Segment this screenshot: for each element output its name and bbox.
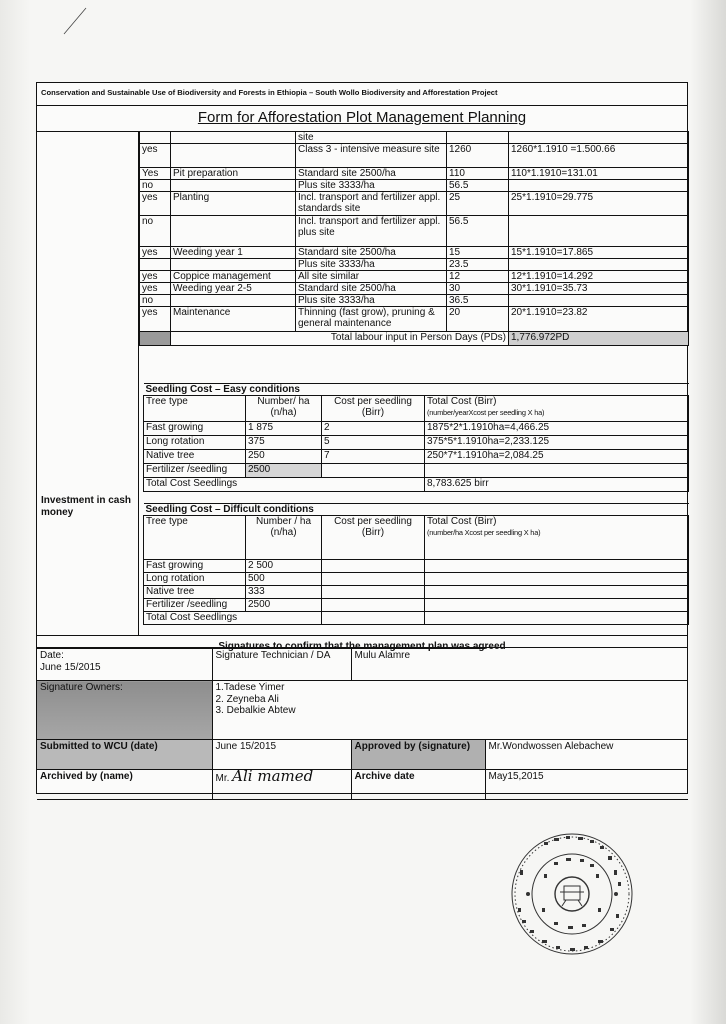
form-title-row <box>37 105 687 132</box>
investment-label: Investment in cash money <box>41 495 132 518</box>
labour-total-value: 1,776.972PD <box>509 332 689 346</box>
date-label: Date: <box>40 650 64 661</box>
owner-1: 1.Tadese Yimer <box>215 682 285 693</box>
table-row: yes Weeding year 2-5 Standard site 2500/ha 30 30*1.1910=35.73 <box>140 283 689 295</box>
archive-date-value: May15,2015 <box>485 770 688 800</box>
table-row: Long rotation 500 <box>144 573 689 586</box>
official-stamp <box>508 830 636 958</box>
table-row: Yes Pit preparation Standard site 2500/ha 110 110*1.1910=131.01 <box>140 168 689 180</box>
date-value: June 15/2015 <box>40 661 101 673</box>
table-row: Plus site 3333/ha 23.5 <box>140 259 689 271</box>
pen-stroke-mark <box>60 6 88 36</box>
difficult-heading: Seedling Cost – Difficult conditions <box>144 504 689 516</box>
project-name: Conservation and Sustainable Use of Biodiversity and Forests in Ethiopia – South Wollo Biodiversity and Afforestation Project <box>41 88 498 97</box>
afforestation-form <box>36 82 688 794</box>
submitted-label: Submitted to WCU (date) <box>37 740 212 770</box>
easy-total-row: Total Cost Seedlings 8,783.625 birr <box>144 478 689 492</box>
owners-label: Signature Owners: <box>37 681 212 740</box>
submitted-row <box>37 740 688 770</box>
table-row: no Plus site 3333/ha 56.5 <box>140 180 689 192</box>
owner-2: 2. Zeyneba Ali <box>215 693 279 705</box>
form-title: Form for Afforestation Plot Management Planning <box>197 109 527 126</box>
table-row: no Incl. transport and fertilizer appl. plus site 56.5 <box>140 216 689 247</box>
table-row: yes Planting Incl. transport and fertilizer appl. standards site 25 25*1.1910=29.775 <box>140 192 689 216</box>
signatures-heading: Signatures to confirm that the management plan was agreed <box>218 641 506 652</box>
labour-left-cell <box>37 131 139 383</box>
table-row: Fast growing 2 500 <box>144 560 689 573</box>
table-row: Fast growing 1 875 2 1875*2*1.1910ha=4,466.25 <box>144 422 689 436</box>
easy-total-value: 8,783.625 birr <box>425 478 689 492</box>
archived-row <box>37 770 688 800</box>
owner-3: 3. Debalkie Abtew <box>215 705 296 716</box>
signatures-heading-bar <box>37 635 687 652</box>
archived-signature: Ali mamed <box>232 767 314 785</box>
table-row: Native tree 250 7 250*7*1.1910ha=2,084.25 <box>144 450 689 464</box>
table-row: Native tree 333 <box>144 586 689 599</box>
signatures-table <box>37 648 688 800</box>
approved-value: Mr.Wondwossen Alebachew <box>485 740 688 770</box>
owners-row <box>37 681 688 740</box>
easy-header-row: Tree type Number/ ha (n/ha) Cost per seedling (Birr) Total Cost (Birr) (number/yearXcost per seedling X ha) <box>144 396 689 422</box>
investment-left-cell <box>37 383 139 635</box>
table-row: Fertilizer /seedling 2500 <box>144 464 689 478</box>
approved-label: Approved by (signature) <box>351 740 485 770</box>
archive-date-label: Archive date <box>351 770 485 800</box>
table-row: no Plus site 3333/ha 36.5 <box>140 295 689 307</box>
table-row: Long rotation 375 5 375*5*1.1910ha=2,233.125 <box>144 436 689 450</box>
difficult-header-row: Tree type Number / ha (n/ha) Cost per seedling (Birr) Total Cost (Birr) (number/ha Xcost per seedling X ha) <box>144 516 689 560</box>
easy-heading: Seedling Cost – Easy conditions <box>144 384 689 396</box>
table-row: yes Weeding year 1 Standard site 2500/ha 15 15*1.1910=17.865 <box>140 247 689 259</box>
project-header <box>37 83 687 106</box>
date-row <box>37 649 688 681</box>
technician-name: Mulu Alamre <box>351 649 485 681</box>
table-row: yes Coppice management All site similar 12 12*1.1910=14.292 <box>140 271 689 283</box>
easy-seedling-table <box>143 383 689 492</box>
table-row: site <box>140 132 689 144</box>
technician-label: Signature Technician / DA <box>212 649 351 681</box>
archived-prefix: Mr. <box>215 773 230 784</box>
difficult-total-row: Total Cost Seedlings <box>144 612 689 625</box>
labour-total-label: Total labour input in Person Days (PDs) <box>171 332 509 346</box>
labour-table <box>139 131 689 346</box>
archived-label: Archived by (name) <box>37 770 212 800</box>
table-row: yes Maintenance Thinning (fast grow), pruning & general maintenance 20 20*1.1910=23.82 <box>140 307 689 332</box>
submitted-value: June 15/2015 <box>212 740 351 770</box>
table-row: Fertilizer /seedling 2500 <box>144 599 689 612</box>
difficult-seedling-table <box>143 503 689 625</box>
labour-total-row <box>140 332 689 346</box>
table-row: yes Class 3 - intensive measure site 1260 1260*1.1910 =1.500.66 <box>140 144 689 168</box>
